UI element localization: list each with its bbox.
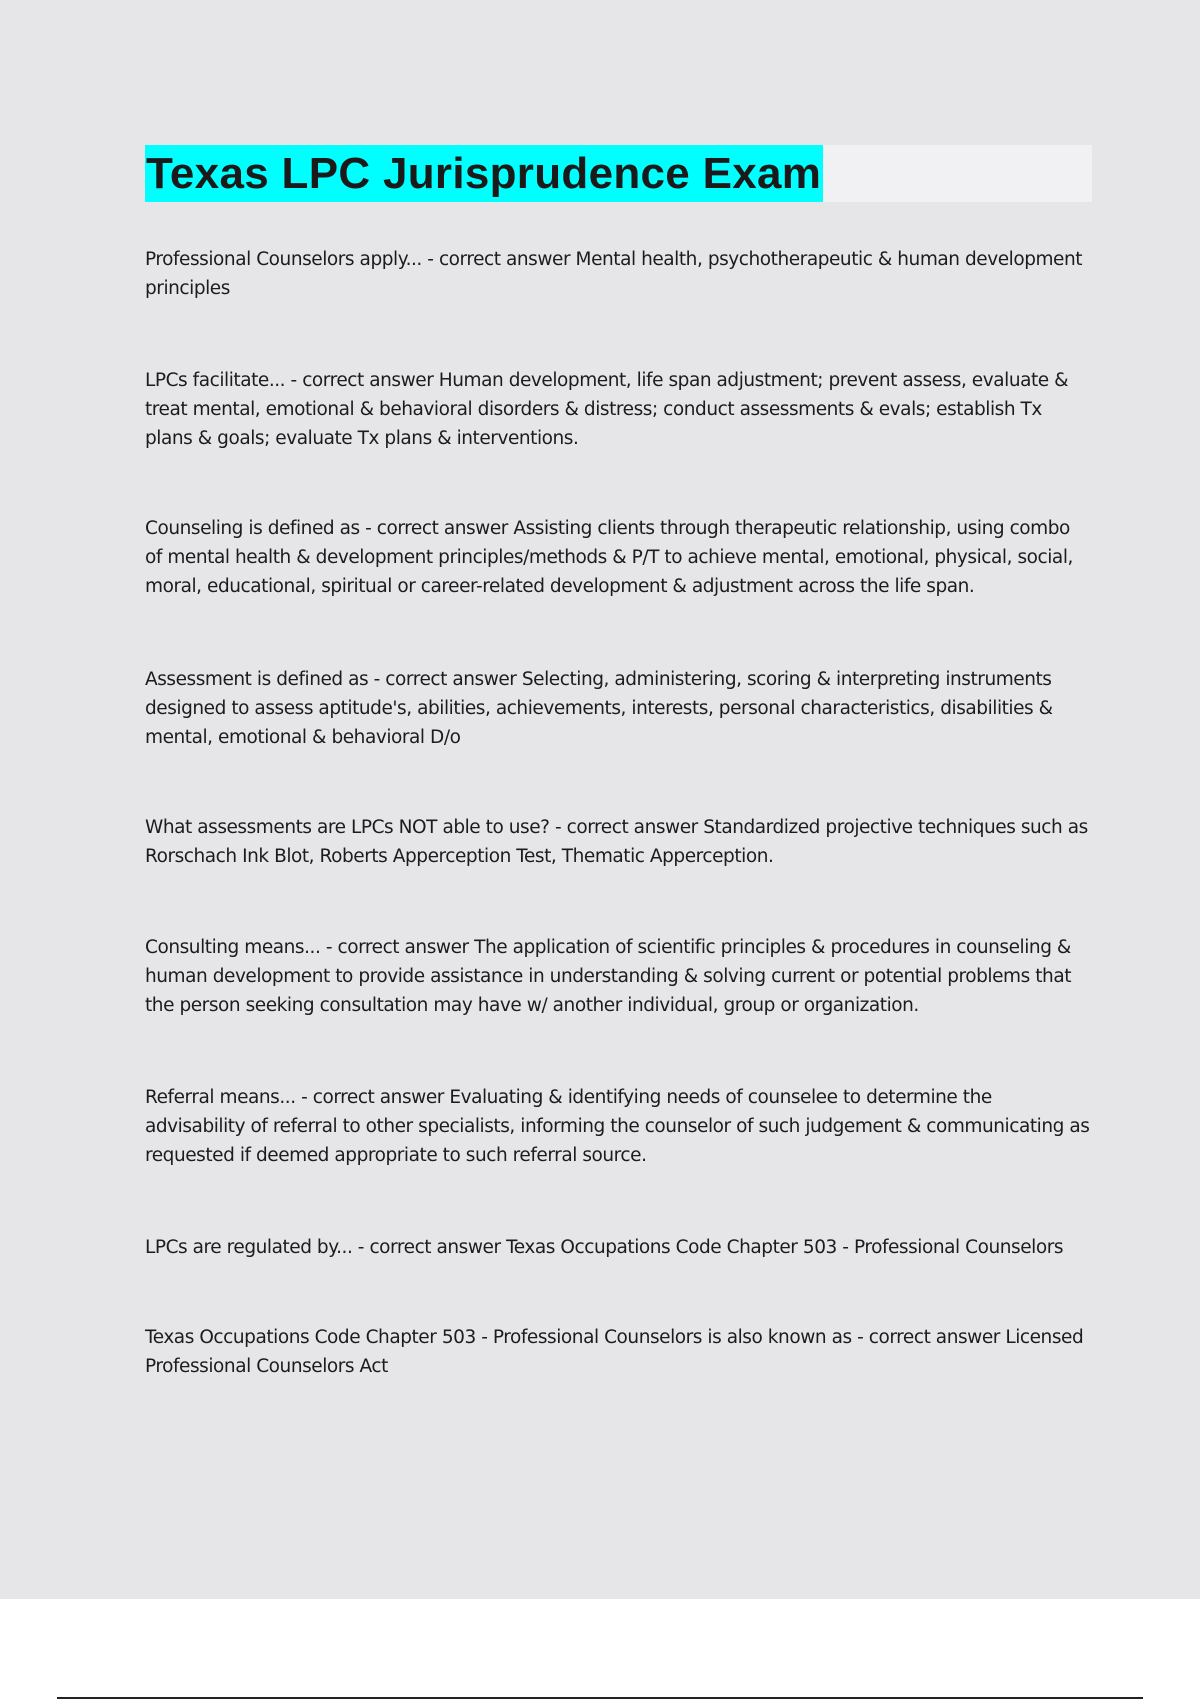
qa-item-assessment-definition: Assessment is defined as - correct answer Selecting, administering, scoring & interpreting instruments designed to assess aptitude's, abilities, achievements, interests, personal characteristics, disabilities & mental, emotional & behavioral D/o: [145, 669, 1053, 748]
qa-item-assessments-not-allowed: What assessments are LPCs NOT able to use? - correct answer Standardized projective techniques such as Rorschach Ink Blot, Roberts Apperception Test, Thematic Apperception.: [145, 817, 1088, 867]
qa-item-counseling-definition: Counseling is defined as - correct answer Assisting clients through therapeutic relationship, using combo of mental health & development principles/methods & P/T to achieve mental, emotional, physical, social, moral, educational, spiritual or career-related development & adjustment across the life span.: [145, 518, 1073, 597]
qa-item-lpcs-facilitate: LPCs facilitate... - correct answer Human development, life span adjustment; prevent assess, evaluate & treat mental, emotional & behavioral disorders & distress; conduct assessments & evals; establish Tx plans & goals; evaluate Tx plans & interventions.: [145, 370, 1069, 449]
qa-item-professional-counselors-apply: Professional Counselors apply... - correct answer Mental health, psychotherapeutic & human development principles: [145, 249, 1083, 299]
qa-item-referral-means: Referral means... - correct answer Evaluating & identifying needs of counselee to determine the advisability of referral to other specialists, informing the counselor of such judgement & communicating as requested if deemed appropriate to such referral source.: [145, 1087, 1090, 1166]
qa-item-consulting-means: Consulting means... - correct answer The application of scientific principles & procedures in counseling & human development to provide assistance in understanding & solving current or potential problems that the person seeking consultation may have w/ another individual, group or organization.: [145, 937, 1072, 1016]
footer-divider: [57, 1697, 1143, 1699]
qa-item-occupations-code-aka: Texas Occupations Code Chapter 503 - Professional Counselors is also known as - correct answer Licensed Professional Counselors Act: [145, 1327, 1084, 1377]
qa-item-lpcs-regulated-by: LPCs are regulated by... - correct answer Texas Occupations Code Chapter 503 - Professional Counselors: [145, 1237, 1064, 1258]
document-title: Texas LPC Jurisprudence Exam: [145, 145, 823, 202]
